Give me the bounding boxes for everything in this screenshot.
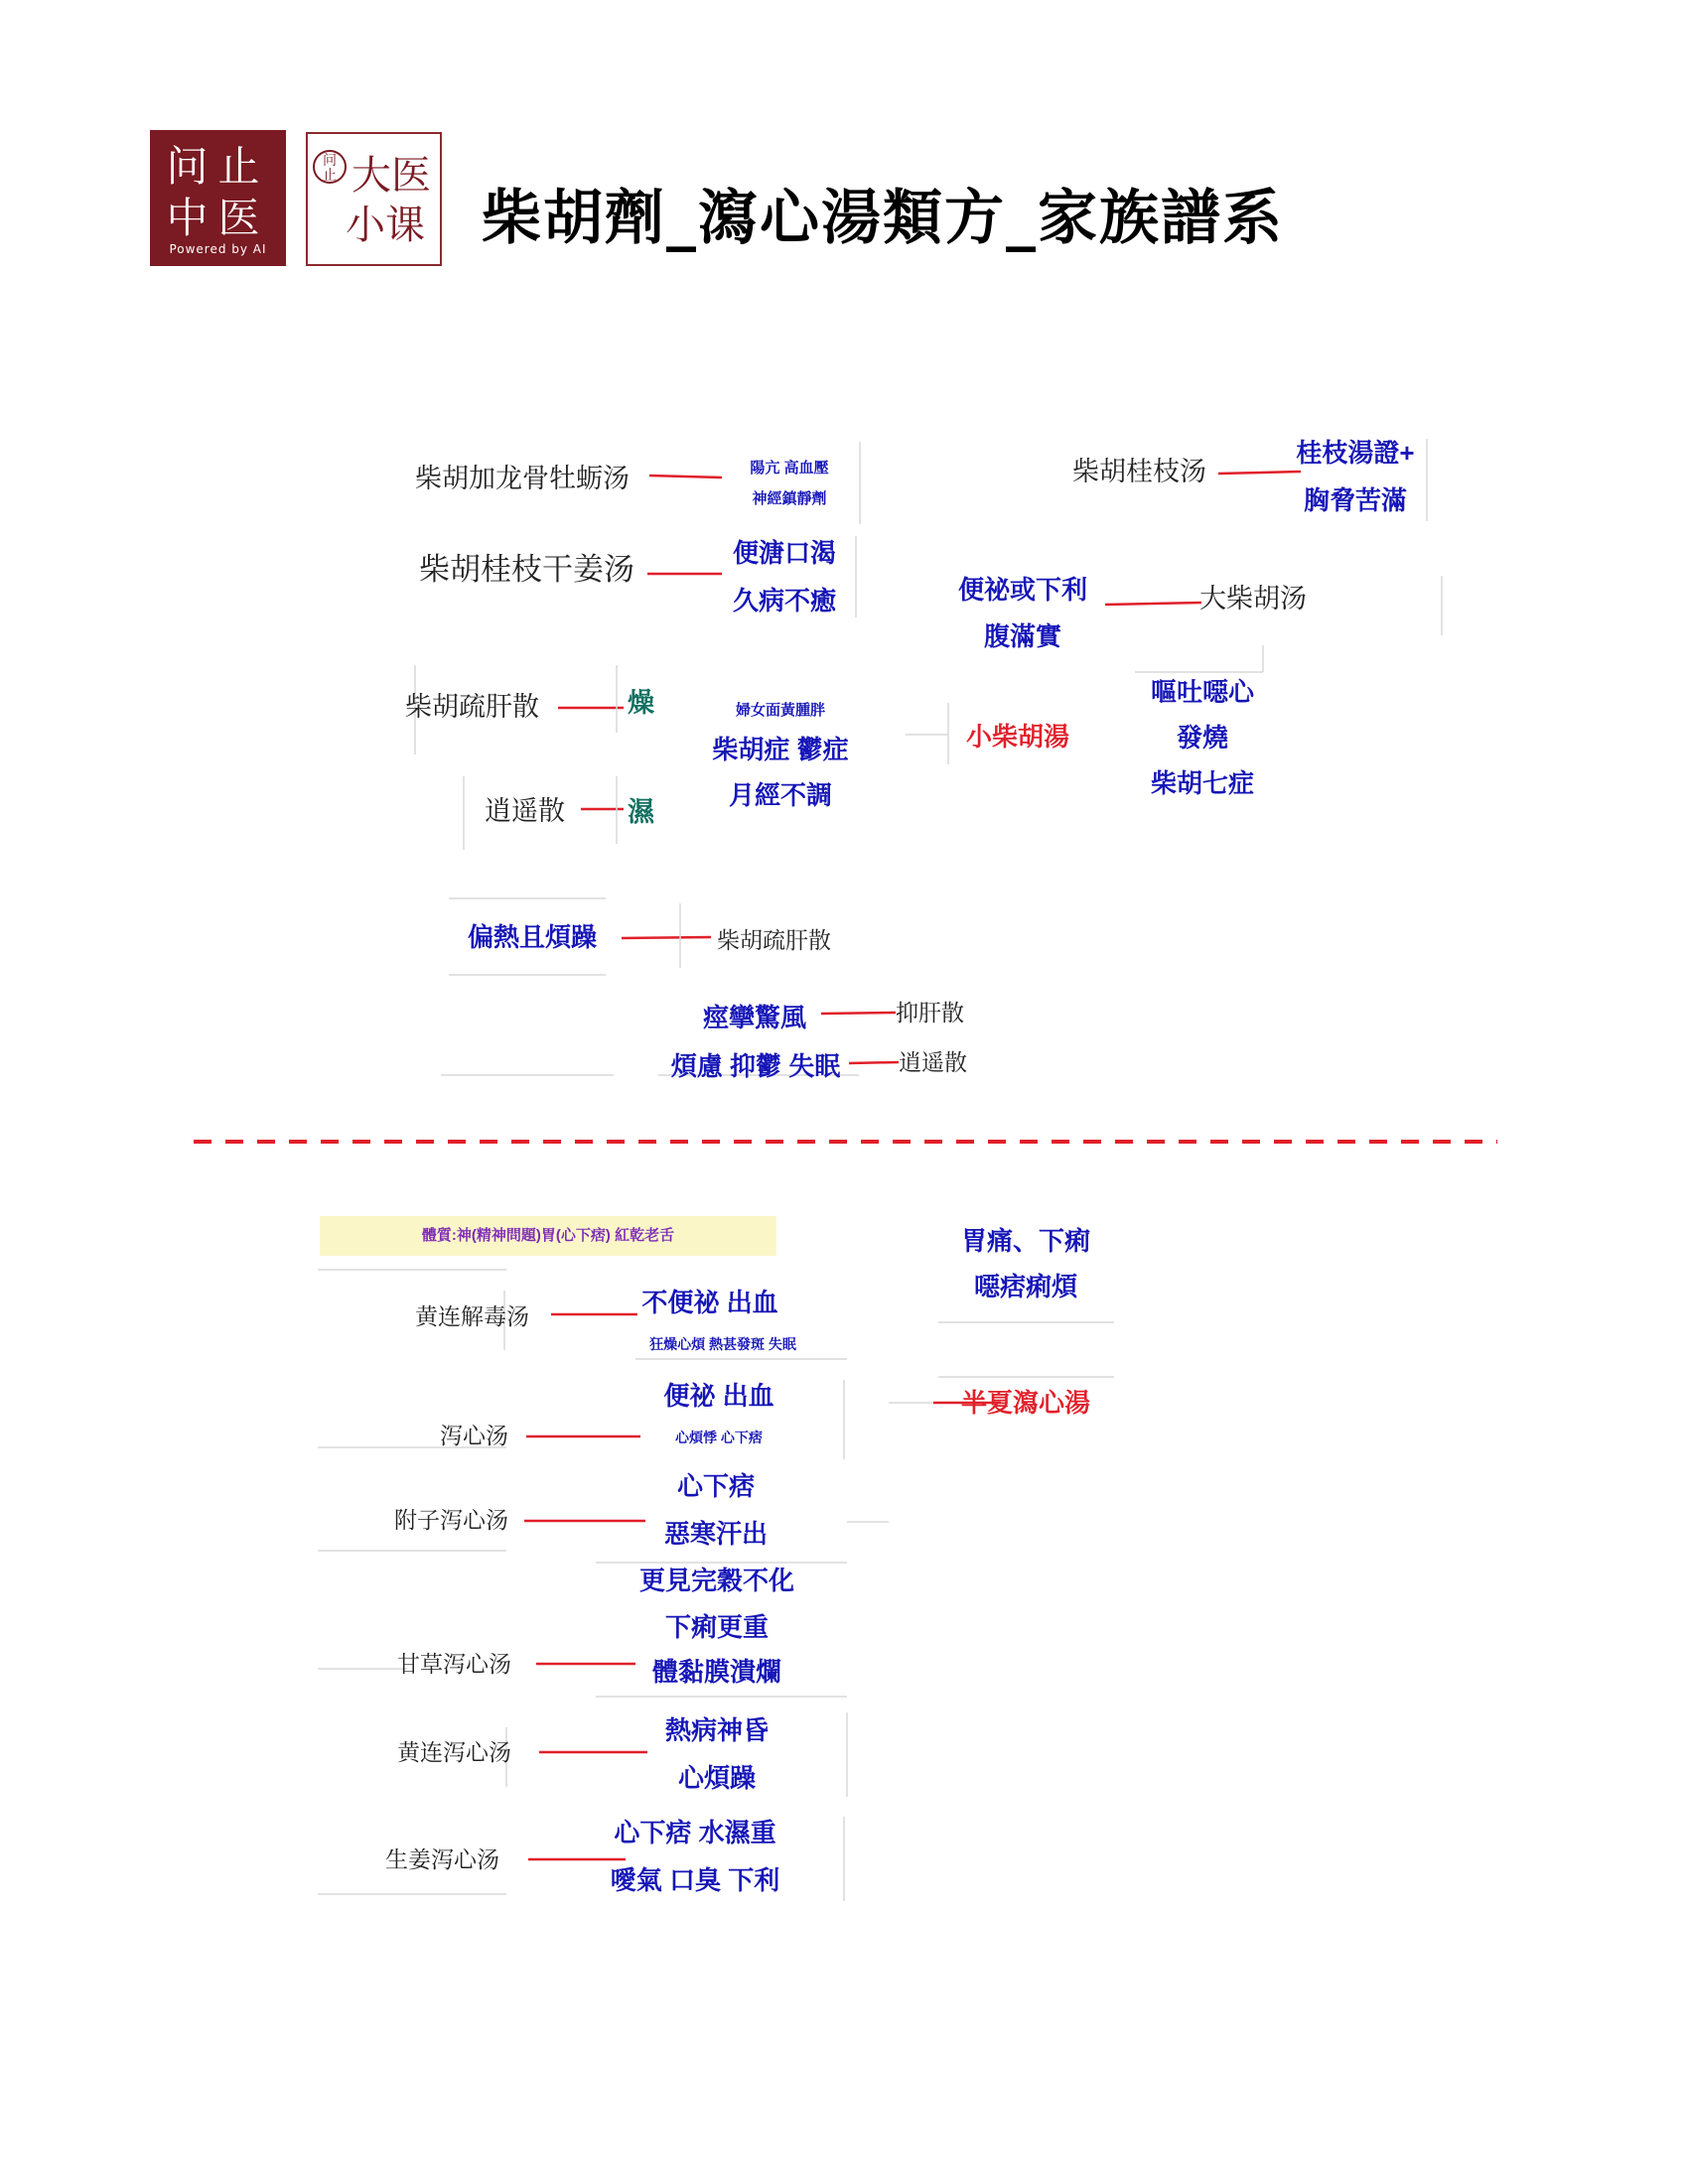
symptom-nausea-restless: 噁痞痢煩 <box>973 1272 1077 1301</box>
seal-icon: 问 止 <box>313 150 347 184</box>
symptom-mania: 狂燥心煩 熱甚發斑 失眠 <box>649 1336 796 1352</box>
formula-chaihu-guizhi-ganjiang: 柴胡桂枝干姜汤 <box>419 552 634 588</box>
symptom-women-face: 婦女面黃腫胖 <box>735 702 825 719</box>
formula-chaihu-guizhi: 柴胡桂枝汤 <box>1072 457 1206 487</box>
formula-yigan: 抑肝散 <box>896 1001 964 1026</box>
symptom-water-damp: 心下痞 水濕重 <box>614 1818 776 1847</box>
symptom-damp: 濕 <box>628 797 654 827</box>
symptom-constipation-bleeding: 便祕 出血 <box>663 1381 774 1411</box>
logo-line-2: 中医 <box>166 194 270 242</box>
formula-xiaoyao: 逍遥散 <box>485 796 565 827</box>
logo-powered: Powered by AI <box>169 242 267 256</box>
formula-banxia-xiexin: 半夏瀉心湯 <box>960 1388 1090 1418</box>
formula-shengjiang-xiexin: 生姜泻心汤 <box>385 1847 499 1873</box>
symptom-chest-fullness: 胸脅苦滿 <box>1303 485 1407 515</box>
formula-gancao-xiexin: 甘草泻心汤 <box>397 1652 511 1678</box>
formula-huanglian-jiedu: 黄连解毒汤 <box>415 1304 529 1330</box>
formula-xiao-chaihu: 小柴胡湯 <box>965 722 1069 751</box>
symptom-bleeding: 不便祕 出血 <box>641 1288 778 1317</box>
course-logo-line-1: 大医 <box>352 153 431 199</box>
formula-chaihu-shugan-2: 柴胡疏肝散 <box>717 928 831 954</box>
page-title: 柴胡劑_瀉心湯類方_家族譜系 <box>482 184 1284 253</box>
symptom-epigastric: 心下痞 <box>676 1471 755 1501</box>
constitution-note: 體質:神(精神問題)胃(心下痞) 紅乾老舌 <box>320 1216 776 1256</box>
formula-chaihu-shugan: 柴胡疏肝散 <box>405 692 539 723</box>
symptom-sedative: 神經鎮靜劑 <box>752 490 827 507</box>
symptom-spasm: 痙攣驚風 <box>702 1003 806 1032</box>
symptom-menstrual: 月經不調 <box>728 780 832 810</box>
symptom-coma: 熱病神昏 <box>664 1715 769 1745</box>
symptom-diarrhea-worse: 下痢更重 <box>664 1612 769 1642</box>
symptom-stomach-pain: 胃痛、下痢 <box>960 1226 1090 1256</box>
formula-da-chaihu: 大柴胡汤 <box>1199 584 1307 614</box>
symptom-chronic: 久病不癒 <box>732 586 836 615</box>
symptom-cold-sweat: 惡寒汗出 <box>663 1519 768 1549</box>
formula-fuzi-xiexin: 附子泻心汤 <box>394 1508 508 1534</box>
course-logo-line-2: 小课 <box>346 203 425 248</box>
symptom-palpitation: 心煩悸 心下痞 <box>675 1430 763 1445</box>
logo-line-1: 问止 <box>166 142 270 191</box>
symptom-undigested: 更見完穀不化 <box>638 1566 794 1595</box>
symptom-vomit: 嘔吐噁心 <box>1150 677 1254 707</box>
symptom-abdominal-fullness: 腹滿實 <box>983 621 1061 651</box>
formula-xiaoyao-2: 逍遥散 <box>899 1050 967 1076</box>
symptom-yangkang: 陽亢 高血壓 <box>750 460 829 477</box>
symptom-ulceration: 體黏膜潰爛 <box>651 1657 781 1687</box>
symptom-dry: 燥 <box>628 688 654 718</box>
symptom-belching: 噯氣 口臭 下利 <box>610 1865 780 1895</box>
formula-chaihu-longgu-muli: 柴胡加龙骨牡蛎汤 <box>415 464 630 494</box>
formula-huanglian-xiexin: 黄连泻心汤 <box>397 1740 511 1766</box>
symptom-anxiety-insomnia: 煩慮 抑鬱 失眠 <box>670 1051 841 1081</box>
symptom-chaihu-depression: 柴胡症 鬱症 <box>712 735 849 764</box>
symptom-fever: 發燒 <box>1176 723 1228 752</box>
symptom-loose-stool: 便溏口渴 <box>732 538 836 568</box>
symptom-chaihu-seven: 柴胡七症 <box>1150 768 1254 798</box>
symptom-restless: 心煩躁 <box>677 1763 756 1793</box>
symptom-constipation-diarrhea: 便祕或下利 <box>957 575 1087 605</box>
symptom-guizhi-plus: 桂枝湯證+ <box>1296 438 1415 468</box>
symptom-hot-irritable: 偏熱且煩躁 <box>467 922 597 952</box>
formula-xiexin: 泻心汤 <box>440 1424 508 1449</box>
